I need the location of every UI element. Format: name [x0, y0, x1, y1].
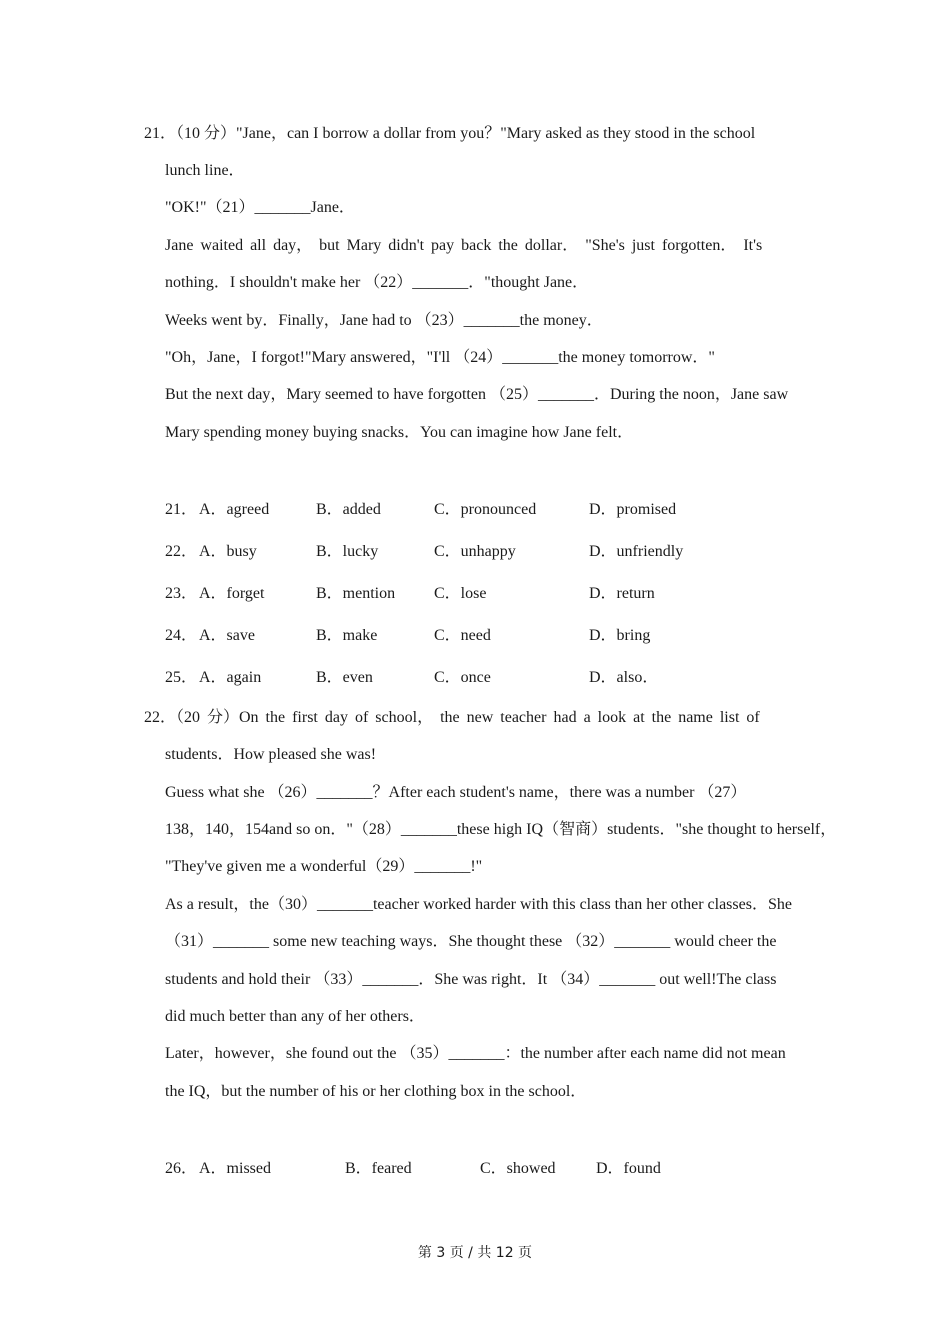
q21-stem-line-8: But the next day，Mary seemed to have forgotten （25）_______．During the noon，Jane saw: [165, 386, 789, 403]
q22-stem-line-1: 22．（20 分）On the first day of school， the new teacher had a look at the name list of: [144, 709, 760, 726]
option-a: A．again: [199, 669, 262, 686]
q22-stem-line-6: As a result，the（30）_______teacher worked harder with this class than her other classes．She: [165, 896, 792, 913]
option-number: 24．: [165, 627, 198, 644]
option-a: A．forget: [199, 585, 265, 602]
option-b: B．make: [316, 627, 378, 644]
option-c: C．pronounced: [434, 501, 537, 518]
option-d: D．return: [589, 585, 655, 602]
option-d: D．promised: [589, 501, 677, 518]
option-d: D．also．: [589, 669, 659, 686]
q21-stem-line-4: Jane waited all day， but Mary didn't pay back the dollar． "She's just forgotten． It's: [165, 237, 763, 254]
q21-stem-line-1: 21．（10 分）"Jane，can I borrow a dollar from you？"Mary asked as they stood in the school: [144, 125, 756, 142]
option-d: D．unfriendly: [589, 543, 684, 560]
page-footer: 第 3 页 / 共 12 页: [417, 1245, 533, 1261]
option-number: 25．: [165, 669, 198, 686]
option-a: A．busy: [199, 543, 257, 560]
q22-stem-line-10: Later，however，she found out the （35）_______：the number after each name did not mean: [165, 1045, 786, 1062]
q22-stem-line-4: 138，140，154and so on．"（28）_______these high IQ（智商）students．"she thought to herself，: [165, 821, 837, 838]
option-c: C．once: [434, 669, 491, 686]
q22-stem-line-5: "They've given me a wonderful（29）_______!": [165, 858, 483, 875]
q21-stem-line-9: Mary spending money buying snacks．You can imagine how Jane felt．: [165, 424, 634, 441]
option-c: C．need: [434, 627, 491, 644]
q21-stem-line-3: "OK!"（21）_______Jane．: [165, 199, 355, 216]
option-number: 22．: [165, 543, 198, 560]
option-b: B．mention: [316, 585, 396, 602]
option-d: D．bring: [589, 627, 651, 644]
option-number: 21．: [165, 501, 198, 518]
q22-stem-line-9: did much better than any of her others．: [165, 1008, 425, 1025]
option-number: 26．: [165, 1160, 198, 1177]
q22-stem-line-3: Guess what she （26）_______？After each student's name，there was a number （27）: [165, 784, 747, 801]
option-c: C．lose: [434, 585, 487, 602]
q22-stem-line-2: students．How pleased she was!: [165, 746, 377, 763]
option-b: B．even: [316, 669, 373, 686]
q21-stem-line-2: lunch line．: [165, 162, 245, 179]
q22-stem-line-7: （31）_______ some new teaching ways．She thought these （32）_______ would cheer the: [165, 933, 777, 950]
option-b: B．lucky: [316, 543, 379, 560]
option-c: C．unhappy: [434, 543, 516, 560]
option-d: D．found: [596, 1160, 661, 1177]
option-a: A．missed: [199, 1160, 272, 1177]
option-number: 23．: [165, 585, 198, 602]
q21-stem-line-6: Weeks went by．Finally，Jane had to （23）_______the money．: [165, 312, 603, 329]
option-b: B．feared: [345, 1160, 412, 1177]
q22-stem-line-11: the IQ，but the number of his or her clothing box in the school．: [165, 1083, 587, 1100]
option-b: B．added: [316, 501, 381, 518]
option-a: A．agreed: [199, 501, 270, 518]
option-a: A．save: [199, 627, 255, 644]
option-c: C．showed: [480, 1160, 556, 1177]
q21-stem-line-5: nothing．I shouldn't make her （22）_______．"thought Jane．: [165, 274, 589, 291]
q21-stem-line-7: "Oh，Jane，I forgot!"Mary answered，"I'll （24）_______the money tomorrow．": [165, 349, 715, 366]
q22-stem-line-8: students and hold their （33）_______．She was right．It （34）_______ out well!The class: [165, 971, 777, 988]
